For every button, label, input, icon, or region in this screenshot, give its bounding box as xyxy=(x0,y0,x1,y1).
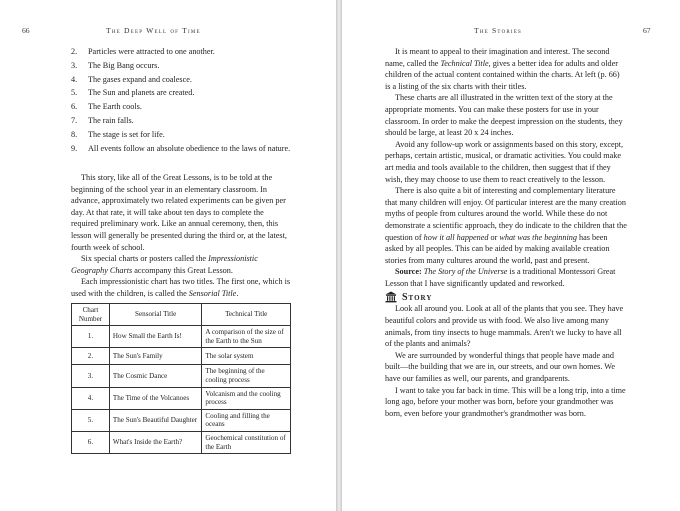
paragraph: It is meant to appeal to their imagination and interest. The second name, called the Technical Title, gives a better idea for adults and older children of the actual content contained within the charts. At left (p. 66) is a listing of the six charts with their titles. xyxy=(385,47,620,91)
table-cell: A comparison of the size of the Earth to the Sun xyxy=(202,326,291,348)
list-text: The gases expand and coalesce. xyxy=(88,74,192,84)
temple-icon xyxy=(385,291,397,303)
paragraph: Avoid any follow-up work or assignments based on this story, except, perhaps, certain artistic, musical, or dramatic activities. You could make art media and tools available to the children, then suggest that if they wish, they may choose to use them to react creatively to the lesson. xyxy=(385,139,624,184)
table-cell: Volcanism and the cooling process xyxy=(202,387,291,409)
paragraph: Each impressionistic chart has two titles. The first one, which is used with the children, is called the Sensorial Title. xyxy=(71,277,291,298)
right-page xyxy=(341,0,680,511)
numbered-list-block xyxy=(71,46,291,156)
list-text: The Big Bang occurs. xyxy=(88,60,160,70)
story-paragraph: I want to take you far back in time. This will be a long trip, into a time long ago, before your mother was born, before your grandmother was born, even before your grandmother's grandmother was born. xyxy=(385,385,626,418)
paragraph: Six special charts or posters called the Impressionistic Geography Charts accompany this Great Lesson. xyxy=(71,254,258,275)
table-row xyxy=(72,409,291,431)
table-cell: 3. xyxy=(72,365,110,387)
table-cell: The Cosmic Dance xyxy=(109,365,201,387)
table-cell: Cooling and filling the oceans xyxy=(202,409,291,431)
table-cell: The solar system xyxy=(202,348,291,365)
list-item xyxy=(71,101,291,112)
page-number: 67 xyxy=(643,26,651,35)
table-cell: The Sun's Beautiful Daughter xyxy=(109,409,201,431)
table-cell: The beginning of the cooling process xyxy=(202,365,291,387)
table-cell: The Time of the Volcanoes xyxy=(109,387,201,409)
list-item xyxy=(71,87,291,98)
list-number: 8. xyxy=(71,129,78,139)
list-text: The rain falls. xyxy=(88,115,134,125)
list-item xyxy=(71,46,291,57)
body-text xyxy=(385,46,627,419)
list-text: The stage is set for life. xyxy=(88,129,165,139)
table-cell: 4. xyxy=(72,387,110,409)
table-cell: 5. xyxy=(72,409,110,431)
story-label: Story xyxy=(402,291,433,303)
story-paragraph: We are surrounded by wonderful things that people have made and built—the building that we are in, our streets, and our own homes. We have our families as well, our parents, and grandparents. xyxy=(385,350,615,384)
list-text: Particles were attracted to one another. xyxy=(88,47,215,56)
running-head: The Deep Well of Time xyxy=(106,26,201,35)
table-cell: What's Inside the Earth? xyxy=(109,431,201,453)
table-cell: Geochemical constitution of the Earth xyxy=(202,431,291,453)
left-page xyxy=(0,0,337,511)
charts-table xyxy=(71,303,291,454)
table-cell: How Small the Earth Is! xyxy=(109,326,201,348)
table-header-row xyxy=(72,304,291,326)
list-item xyxy=(71,143,291,154)
table-cell: 2. xyxy=(72,348,110,365)
running-head: The Stories xyxy=(474,26,523,35)
paragraph: These charts are all illustrated in the written text of the story at the appropriate moments. You can make these posters for use in your classroom. In order to make the deepest impression on the students, they should be large, at least 20 x 24 inches. xyxy=(385,93,623,138)
table-cell: 1. xyxy=(72,326,110,348)
list-number: 5. xyxy=(71,88,78,98)
table-row xyxy=(72,431,291,453)
table-header: Technical Title xyxy=(202,304,291,326)
page-number: 66 xyxy=(22,26,30,35)
table-row xyxy=(72,326,291,348)
list-number: 2. xyxy=(71,47,78,56)
italic-title: Sensorial Title xyxy=(188,288,237,298)
list-text: All events follow an absolute obedience to the laws of nature. xyxy=(88,143,291,153)
list-text: The Sun and planets are created. xyxy=(88,88,195,98)
list-item xyxy=(71,129,291,140)
list-number: 4. xyxy=(71,74,78,84)
table-cell: The Sun's Family xyxy=(109,348,201,365)
list-number: 7. xyxy=(71,115,78,125)
source-note: Source: The Story of the Universe is a traditional Montessori Great Lesson that I have significantly updated and reworked. xyxy=(385,267,616,288)
story-paragraph: Look all around you. Look at all of the plants that you see. They have beautiful colors and provide us with food. We also live among many animals, from tiny insects to huge mammals. Aren't we lucky to have all of the plants and animals? xyxy=(385,304,624,349)
list-number: 9. xyxy=(71,143,78,153)
list-number: 6. xyxy=(71,102,78,112)
list-item xyxy=(71,74,291,85)
body-text xyxy=(71,172,293,300)
list-text: The Earth cools. xyxy=(88,102,142,112)
story-heading xyxy=(385,291,627,303)
table-header: Chart Number xyxy=(72,304,110,326)
list-number: 3. xyxy=(71,60,78,70)
table-row xyxy=(72,348,291,365)
italic-title: Impressionistic Geography Charts xyxy=(71,254,258,275)
list-item xyxy=(71,60,291,71)
paragraph: There is also quite a bit of interesting and complementary literature that many children will enjoy. Of particular interest are the many creation myths of people from cultures around the world. While these do not demonstrate a scientific approach, they do indicate to the children that the question of how it all happened or what was the beginning has been asked by all peoples. This can be aided by making available creation stories from many cultures around the world, past and present. xyxy=(385,186,627,265)
numbered-list xyxy=(71,46,291,154)
table-row xyxy=(72,387,291,409)
table-cell: 6. xyxy=(72,431,110,453)
table-row xyxy=(72,365,291,387)
list-item xyxy=(71,115,291,126)
paragraph: This story, like all of the Great Lessons, is to be told at the beginning of the school year in an elementary classroom. In advance, approximately two related experiments can be given per day. At that rate, it will take about ten days to complete the required preliminary work. Like an annual ceremony, then, this lesson will generally be presented during the third or, at the latest, fourth week of school. xyxy=(71,173,287,252)
table-header: Sensorial Title xyxy=(109,304,201,326)
